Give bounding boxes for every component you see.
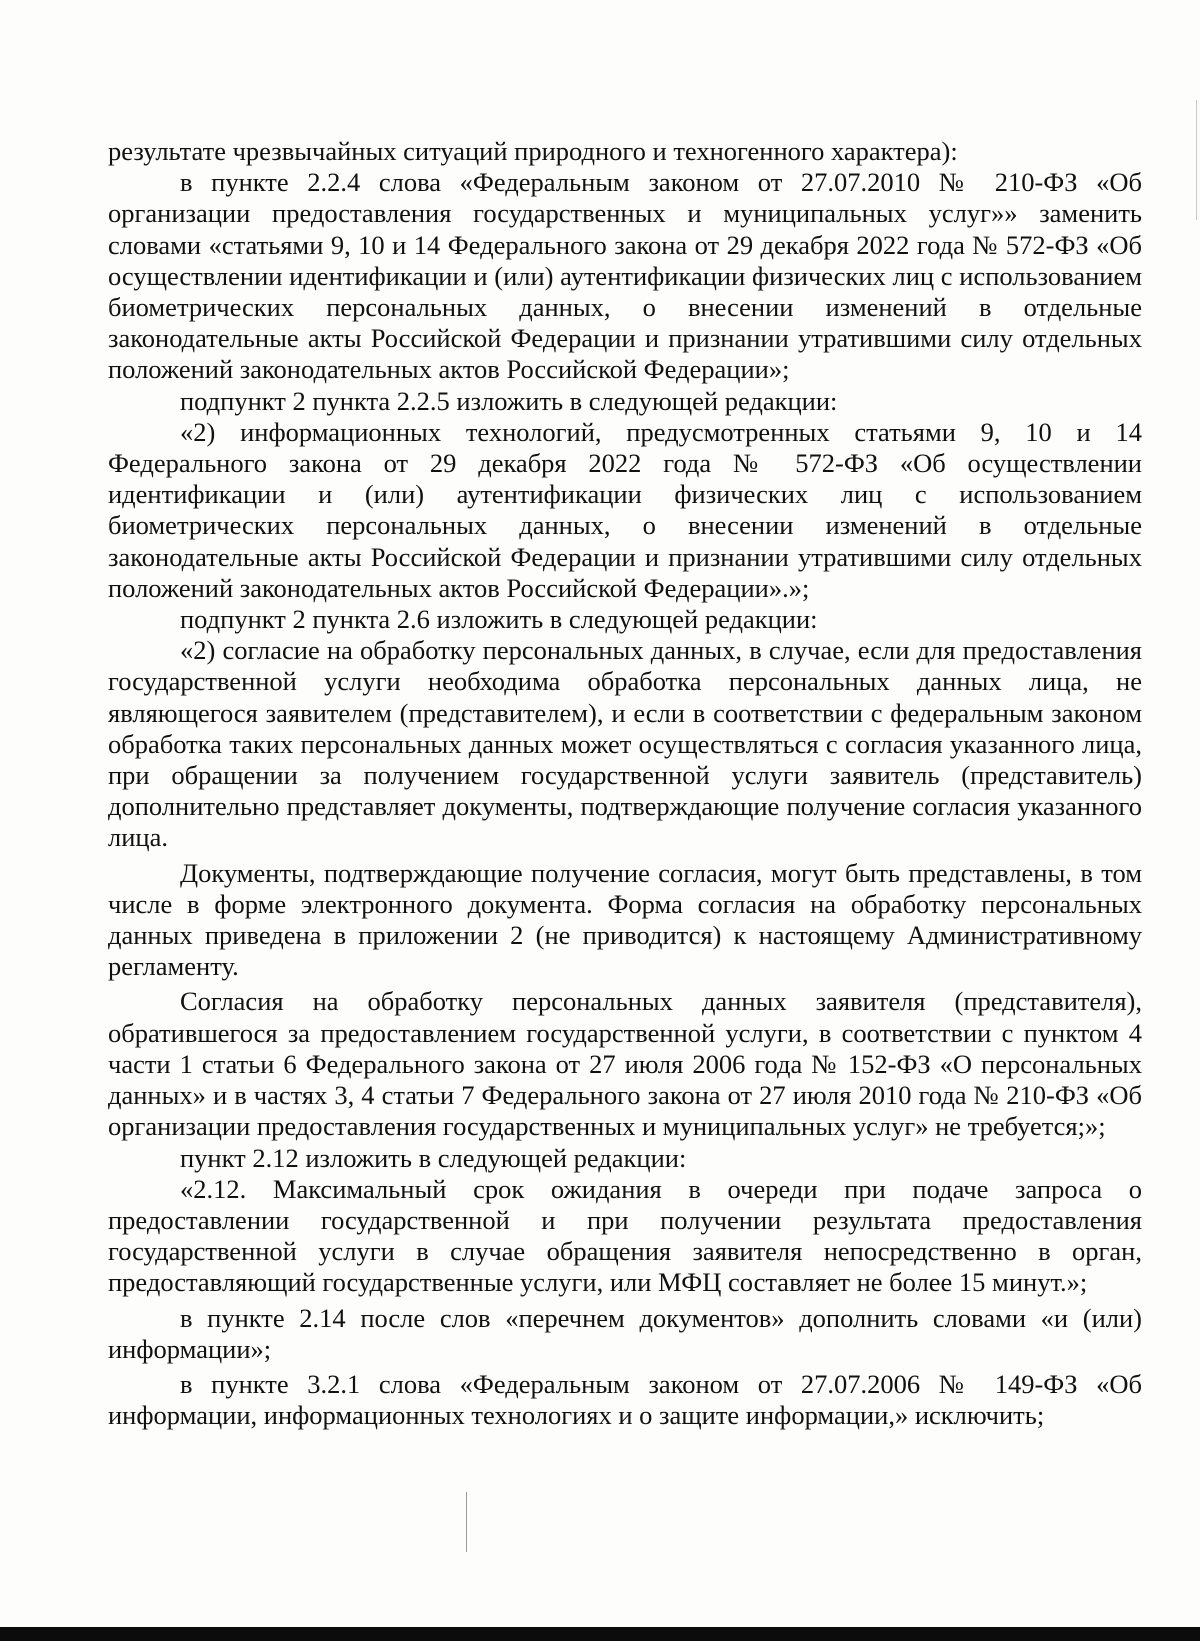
paragraph-2: в пункте 2.2.4 слова «Федеральным законом от 27.07.2010 № 210-ФЗ «Об организации предоставления государственных и муниципальных услуг»» заменить словами «статьями 9, 10 и 14 Федерального закона от 29 декабря 2022 года № 572-ФЗ «Об осуществлении идентификации и (или) аутентификации физических лиц с использованием биометрических персональных данных, о внесении изменений в отдельные законодательные акты Российской Федерации и признании утратившими силу отдельных положений законодательных актов Российской Федерации»; xyxy=(108,167,1142,385)
document-body xyxy=(108,136,1142,1431)
paragraph-3: подпункт 2 пункта 2.2.5 изложить в следующей редакции: xyxy=(180,385,838,416)
paragraph-10: «2.12. Максимальный срок ожидания в очереди при подаче запроса о предоставлении государственной и при получении результата предоставления государственной услуги в случае обращения заявителя непосредственно в орган, предоставляющий государственные услуги, или МФЦ составляет не более 15 минут.»; xyxy=(108,1173,1142,1298)
paragraph-6: «2) согласие на обработку персональных данных, в случае, если для предоставления государственной услуги необходима обработка персональных данных лица, не являющегося заявителем (представителем), и если в соответствии с федеральным законом обработка таких персональных данных может осуществляться с согласия указанного лица, при обращении за получением государственной услуги заявитель (представитель) дополнительно представляет документы, подтверждающие получение согласия указанного лица. xyxy=(108,635,1142,853)
paragraph-4: «2) информационных технологий, предусмотренных статьями 9, 10 и 14 Федерального закона от 29 декабря 2022 года № 572-ФЗ «Об осуществлении идентификации и (или) аутентификации физических лиц с использованием биометрических персональных данных, о внесении изменений в отдельные законодательные акты Российской Федерации и признании утратившими силу отдельных положений законодательных актов Российской Федерации».»; xyxy=(108,416,1142,603)
paragraph-12: в пункте 3.2.1 слова «Федеральным законом от 27.07.2006 № 149-ФЗ «Об информации, информационных технологиях и о защите информации,» исключить; xyxy=(108,1368,1142,1431)
paragraph-7: Документы, подтверждающие получение согласия, могут быть представлены, в том числе в форме электронного документа. Форма согласия на обработку персональных данных приведена в приложении 2 (не приводится) к настоящему Административному регламенту. xyxy=(108,857,1142,982)
scan-bottom-border xyxy=(0,1627,1200,1641)
paragraph-11: в пункте 2.14 после слов «перечнем документов» дополнить словами «и (или) информации»; xyxy=(108,1302,1142,1364)
paragraph-1: результате чрезвычайных ситуаций природного и техногенного характера): xyxy=(108,136,958,166)
paragraph-5: подпункт 2 пункта 2.6 изложить в следующей редакции: xyxy=(180,604,818,635)
scan-artifact-line xyxy=(466,1492,467,1552)
paragraph-9: пункт 2.12 изложить в следующей редакции: xyxy=(180,1142,687,1173)
paragraph-8: Согласия на обработку персональных данных заявителя (представителя), обратившегося за предоставлением государственной услуги, в соответствии с пунктом 4 части 1 статьи 6 Федерального закона от 27 июля 2006 года № 152-ФЗ «О персональных данных» и в частях 3, 4 статьи 7 Федерального закона от 27 июля 2010 года № 210-ФЗ «Об организации предоставления государственных и муниципальных услуг» не требуется;»; xyxy=(108,986,1142,1142)
scan-artifact-edge xyxy=(1196,100,1197,220)
